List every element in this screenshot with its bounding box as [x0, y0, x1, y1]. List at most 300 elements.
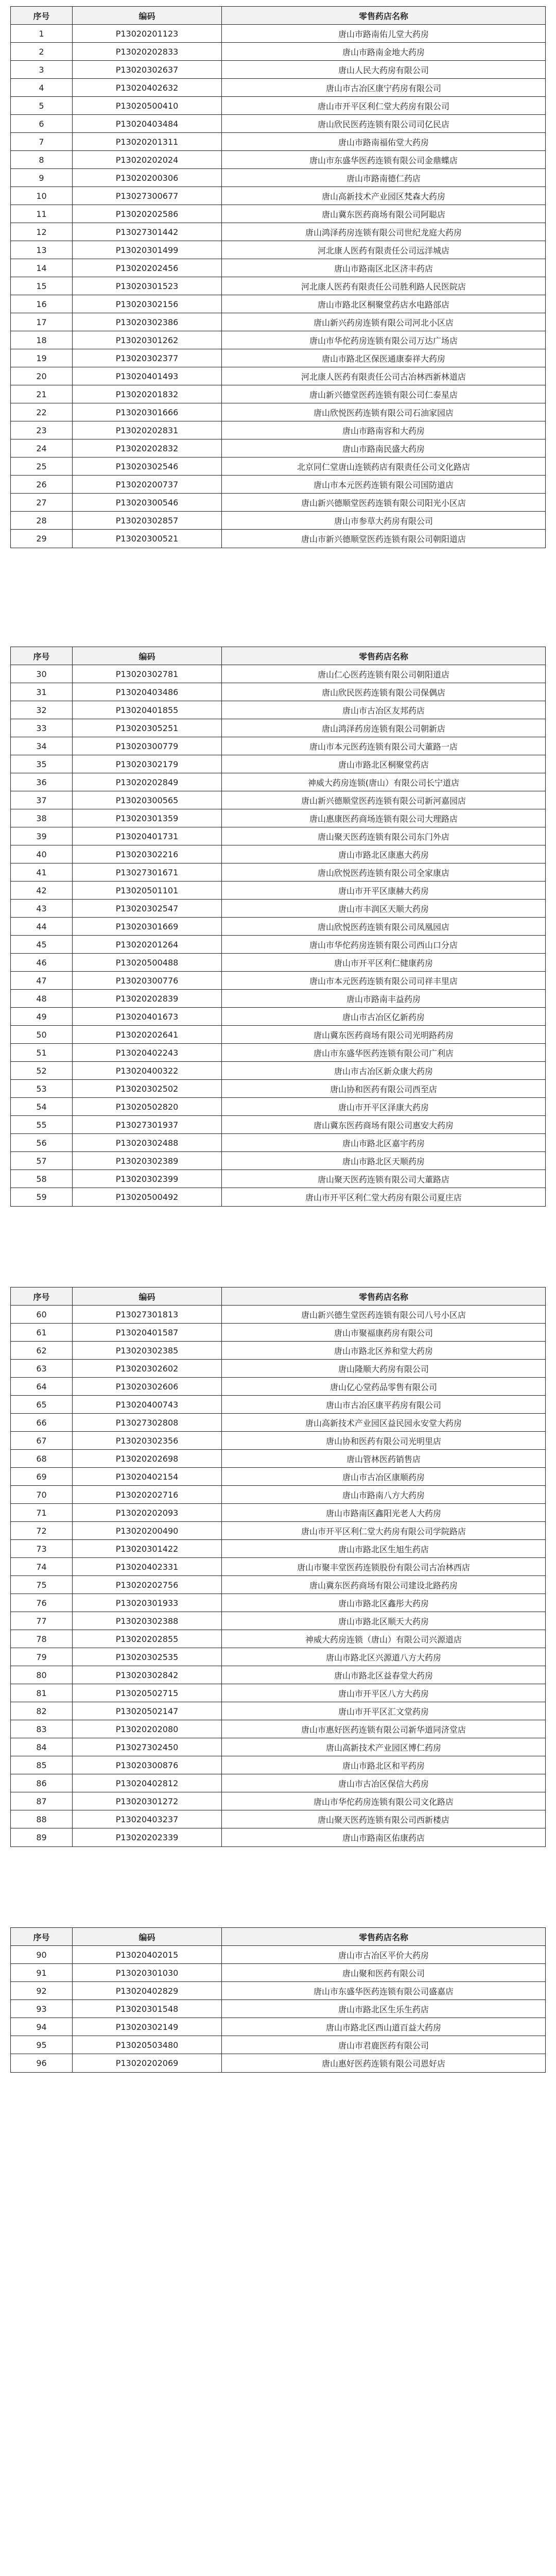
table-row [11, 385, 545, 403]
table-row [11, 1946, 545, 1964]
table-row [11, 1540, 545, 1558]
cell-name: 河北康人医药有限责任公司远洋城店 [317, 245, 449, 256]
cell-code: P13020202339 [73, 1828, 222, 1846]
cell-code: P13020402812 [73, 1774, 222, 1792]
cell-name: 唐山管林医药销售店 [346, 1454, 421, 1464]
table-row [11, 683, 545, 701]
cell-seq: 50 [11, 1026, 73, 1043]
table-header-row [11, 7, 545, 25]
cell-seq: 64 [11, 1378, 73, 1395]
header-name: 零售药店名称 [222, 1287, 545, 1305]
cell-name: 唐山市古冶区亿新药房 [342, 1012, 425, 1022]
cell-code: P13020302377 [73, 349, 222, 367]
cell-name: 唐山市新兴德顺堂医药连锁有限公司朝阳道店 [301, 534, 466, 544]
cell-code: P13020401673 [73, 1008, 222, 1025]
cell-seq: 69 [11, 1468, 73, 1485]
cell-name: 唐山冀东医药商场有限公司惠安大药房 [313, 1120, 454, 1130]
cell-seq: 60 [11, 1306, 73, 1323]
cell-seq: 2 [11, 43, 73, 60]
cell-code: P13020301933 [73, 1594, 222, 1612]
table-row [11, 1666, 545, 1684]
cell-code: P13020300546 [73, 494, 222, 511]
cell-seq: 25 [11, 457, 73, 475]
cell-seq: 26 [11, 476, 73, 493]
cell-seq: 9 [11, 169, 73, 187]
cell-code: P13020301422 [73, 1540, 222, 1557]
cell-seq: 36 [11, 773, 73, 791]
cell-name: 河北康人医药有限责任公司古冶林西新林道店 [301, 371, 466, 382]
cell-code: P13020301262 [73, 331, 222, 349]
cell-code: P13020202716 [73, 1486, 222, 1503]
cell-name: 唐山市开平区康赫大药房 [338, 886, 429, 896]
cell-seq: 13 [11, 241, 73, 259]
header-code: 编码 [73, 1928, 222, 1945]
cell-seq: 5 [11, 97, 73, 114]
cell-seq: 87 [11, 1792, 73, 1810]
cell-code: P13020302385 [73, 1342, 222, 1359]
cell-code: P13020502715 [73, 1684, 222, 1702]
cell-seq: 55 [11, 1116, 73, 1133]
cell-seq: 96 [11, 2054, 73, 2072]
table-row [11, 1576, 545, 1594]
cell-seq: 12 [11, 223, 73, 241]
cell-name: 唐山市路南福佑堂大药房 [338, 137, 429, 147]
cell-name: 唐山协和医药有限公司西至店 [329, 1084, 437, 1094]
cell-code: P13020402154 [73, 1468, 222, 1485]
table-row [11, 863, 545, 882]
cell-code: P13020202756 [73, 1576, 222, 1594]
header-name: 零售药店名称 [222, 647, 545, 665]
cell-seq: 42 [11, 882, 73, 899]
cell-name: 唐山市路北区生旭生药店 [338, 1544, 429, 1554]
cell-name: 唐山市路南民盛大药房 [342, 444, 425, 454]
header-code: 编码 [73, 647, 222, 665]
cell-code: P13020202855 [73, 1630, 222, 1648]
cell-seq: 49 [11, 1008, 73, 1025]
cell-seq: 43 [11, 900, 73, 917]
cell-name: 唐山市开平区利仁堂大药房有限公司 [317, 101, 449, 111]
cell-seq: 95 [11, 2036, 73, 2054]
table-row [11, 1756, 545, 1774]
table-section [10, 647, 546, 1207]
cell-seq: 92 [11, 1982, 73, 1999]
cell-name: 唐山欣悦医药连锁有限公司全家康店 [317, 868, 449, 878]
cell-seq: 86 [11, 1774, 73, 1792]
table-row [11, 900, 545, 918]
cell-seq: 28 [11, 512, 73, 529]
cell-name: 唐山市开平区利仁堂大药房有限公司学院路店 [301, 1526, 466, 1536]
table-row [11, 331, 545, 349]
cell-seq: 63 [11, 1360, 73, 1377]
cell-seq: 77 [11, 1612, 73, 1630]
cell-code: P13020302502 [73, 1080, 222, 1097]
cell-name: 唐山市古冶区康顺药房 [342, 1472, 425, 1482]
table-header-row [11, 1928, 545, 1946]
table-row [11, 665, 545, 683]
table-row [11, 882, 545, 900]
cell-seq: 10 [11, 187, 73, 205]
cell-seq: 20 [11, 367, 73, 385]
cell-seq: 32 [11, 701, 73, 719]
cell-name: 唐山市丰润区天顺大药房 [338, 904, 429, 914]
table-row [11, 1702, 545, 1720]
cell-name: 唐山市本元医药连锁有限公司国防道店 [313, 480, 454, 490]
cell-name: 唐山市开平区泽康大药房 [338, 1102, 429, 1112]
cell-seq: 47 [11, 972, 73, 989]
cell-code: P13020300565 [73, 791, 222, 809]
table-row [11, 845, 545, 863]
cell-name: 唐山市路南佑儿堂大药房 [338, 29, 429, 39]
table-row [11, 476, 545, 494]
cell-seq: 91 [11, 1964, 73, 1981]
cell-name: 唐山市聚福康药房有限公司 [334, 1328, 433, 1338]
table-row [11, 936, 545, 954]
cell-code: P13020302547 [73, 900, 222, 917]
cell-seq: 54 [11, 1098, 73, 1115]
cell-name: 唐山市路北区康惠大药房 [338, 850, 429, 860]
cell-code: P13020305251 [73, 719, 222, 737]
cell-code: P13020201123 [73, 25, 222, 42]
cell-code: P13027301442 [73, 223, 222, 241]
cell-code: P13020202641 [73, 1026, 222, 1043]
cell-name: 唐山市路南丰益药房 [346, 994, 421, 1004]
table-row [11, 1630, 545, 1648]
cell-code: P13020503480 [73, 2036, 222, 2054]
cell-code: P13027301671 [73, 863, 222, 881]
cell-name: 唐山鸿泽药房连锁有限公司世纪龙庭大药房 [305, 227, 462, 238]
cell-name: 唐山市路北区保医通康泰祥大药房 [321, 353, 445, 364]
cell-name: 唐山市路南容和大药房 [342, 426, 425, 436]
cell-seq: 17 [11, 313, 73, 331]
cell-code: P13020502820 [73, 1098, 222, 1115]
cell-seq: 62 [11, 1342, 73, 1359]
table-row [11, 773, 545, 791]
cell-name: 唐山欣民医药连锁有限公司保偶店 [321, 687, 445, 698]
cell-seq: 22 [11, 403, 73, 421]
cell-seq: 1 [11, 25, 73, 42]
table-header-row [11, 1287, 545, 1306]
cell-seq: 84 [11, 1738, 73, 1756]
cell-name: 唐山市路南八方大药房 [342, 1490, 425, 1500]
cell-seq: 41 [11, 863, 73, 881]
table-row [11, 494, 545, 512]
table-row [11, 809, 545, 827]
cell-seq: 79 [11, 1648, 73, 1666]
cell-seq: 46 [11, 954, 73, 971]
cell-name: 唐山市路南金地大药房 [342, 47, 425, 57]
cell-seq: 90 [11, 1946, 73, 1963]
cell-code: P13020302216 [73, 845, 222, 863]
table-row [11, 295, 545, 313]
cell-code: P13020302602 [73, 1360, 222, 1377]
cell-name: 唐山市路北区嘉宇药房 [342, 1138, 425, 1148]
cell-code: P13020400743 [73, 1396, 222, 1413]
cell-seq: 83 [11, 1720, 73, 1738]
table-row [11, 2036, 545, 2054]
cell-code: P13020200490 [73, 1522, 222, 1539]
table-row [11, 1810, 545, 1828]
cell-name: 唐山市开平区利仁健康药房 [334, 958, 433, 968]
table-row [11, 241, 545, 259]
cell-code: P13020401587 [73, 1324, 222, 1341]
table-row [11, 313, 545, 331]
table-row [11, 2000, 545, 2018]
cell-code: P13020202849 [73, 773, 222, 791]
cell-name: 唐山亿心堂药品零售有限公司 [329, 1382, 437, 1392]
cell-name: 唐山市路北区和平药房 [342, 1760, 425, 1771]
cell-name: 唐山新兴德生堂医药连锁有限公司八号小区店 [301, 1310, 466, 1320]
cell-name: 唐山市华佗药房连锁有限公司万达广场店 [309, 335, 458, 346]
cell-code: P13027302450 [73, 1738, 222, 1756]
cell-code: P13020202586 [73, 205, 222, 223]
table-row [11, 421, 545, 439]
cell-name: 唐山聚天医药连锁有限公司西新楼店 [317, 1815, 449, 1825]
table-row [11, 990, 545, 1008]
table-row [11, 1982, 545, 2000]
cell-code: P13020402243 [73, 1044, 222, 1061]
cell-name: 唐山欣悦医药连锁有限公司凤凰园店 [317, 922, 449, 932]
table-row [11, 79, 545, 97]
cell-name: 唐山市古冶区友邦药店 [342, 705, 425, 716]
cell-seq: 70 [11, 1486, 73, 1503]
cell-name: 唐山市东盛华医药连锁有限公司盛嘉店 [313, 1986, 454, 1996]
cell-seq: 40 [11, 845, 73, 863]
table-row [11, 737, 545, 755]
cell-name: 唐山市路南德仁药店 [346, 173, 421, 183]
cell-seq: 94 [11, 2018, 73, 2036]
cell-code: P13020302535 [73, 1648, 222, 1666]
cell-code: P13020302179 [73, 755, 222, 773]
table-row [11, 403, 545, 421]
cell-name: 唐山市路北区西山道百益大药房 [325, 2022, 441, 2032]
cell-seq: 7 [11, 133, 73, 150]
cell-seq: 88 [11, 1810, 73, 1828]
cell-code: P13027301937 [73, 1116, 222, 1133]
cell-name: 神威大药房连锁(唐山）有限公司长宁道店 [307, 777, 460, 788]
cell-name: 唐山市开平区利仁堂大药房有限公司夏庄店 [305, 1193, 462, 1202]
cell-code: P13020301523 [73, 277, 222, 295]
cell-seq: 21 [11, 385, 73, 403]
table-row [11, 791, 545, 809]
cell-seq: 75 [11, 1576, 73, 1594]
cell-seq: 66 [11, 1414, 73, 1431]
cell-code: P13020302149 [73, 2018, 222, 2036]
cell-name: 神威大药房连锁（唐山）有限公司兴源道店 [305, 1634, 462, 1645]
cell-code: P13020401731 [73, 827, 222, 845]
cell-name: 唐山惠好医药连锁有限公司恩好店 [321, 2059, 445, 2069]
cell-code: P13020400322 [73, 1062, 222, 1079]
header-code: 编码 [73, 7, 222, 24]
cell-code: P13027302808 [73, 1414, 222, 1431]
cell-name: 唐山冀东医药商场有限公司阿聪店 [321, 209, 445, 219]
cell-code: P13020200737 [73, 476, 222, 493]
table-row [11, 133, 545, 151]
cell-name: 唐山市路南区鑫阳光老人大药房 [325, 1508, 441, 1518]
cell-seq: 14 [11, 259, 73, 277]
cell-code: P13020202832 [73, 439, 222, 457]
cell-seq: 72 [11, 1522, 73, 1539]
table-row [11, 1468, 545, 1486]
table-row [11, 530, 545, 548]
table-row [11, 25, 545, 43]
table-row [11, 1594, 545, 1612]
cell-code: P13020202456 [73, 259, 222, 277]
cell-name: 唐山惠康医药商场连锁有限公司大理路店 [309, 814, 458, 824]
cell-name: 唐山市东盛华医药连锁有限公司广利店 [313, 1048, 454, 1058]
table-row [11, 169, 545, 187]
cell-seq: 18 [11, 331, 73, 349]
cell-seq: 27 [11, 494, 73, 511]
cell-name: 唐山冀东医药商场有限公司建设北路药房 [309, 1580, 458, 1590]
cell-seq: 89 [11, 1828, 73, 1846]
table-row [11, 1044, 545, 1062]
cell-code: P13020302637 [73, 61, 222, 78]
cell-name: 唐山市古冶区康平药房有限公司 [325, 1400, 441, 1410]
cell-seq: 19 [11, 349, 73, 367]
table-row [11, 954, 545, 972]
cell-code: P13020403484 [73, 115, 222, 132]
table-row [11, 1648, 545, 1666]
cell-code: P13020301030 [73, 1964, 222, 1981]
cell-seq: 52 [11, 1062, 73, 1079]
table-row [11, 1080, 545, 1098]
cell-code: P13020201311 [73, 133, 222, 150]
cell-code: P13020301272 [73, 1792, 222, 1810]
cell-name: 唐山市路南区佑康药店 [342, 1833, 425, 1843]
cell-code: P13027300677 [73, 187, 222, 205]
table-row [11, 115, 545, 133]
cell-name: 唐山市本元医药连锁有限公司司祥丰里店 [309, 976, 458, 986]
cell-seq: 48 [11, 990, 73, 1007]
cell-seq: 31 [11, 683, 73, 701]
cell-code: P13020301548 [73, 2000, 222, 2018]
cell-code: P13020202831 [73, 421, 222, 439]
cell-seq: 33 [11, 719, 73, 737]
cell-seq: 56 [11, 1134, 73, 1151]
table-row [11, 827, 545, 845]
cell-name: 唐山新兴药房连锁有限公司河北小区店 [313, 317, 454, 328]
cell-code: P13020201832 [73, 385, 222, 403]
table-row [11, 1116, 545, 1134]
table-row [11, 1414, 545, 1432]
table-row [11, 1432, 545, 1450]
cell-name: 唐山聚天医药连锁有限公司大董路店 [317, 1174, 449, 1184]
cell-code: P13020302546 [73, 457, 222, 475]
table-row [11, 2018, 545, 2036]
cell-seq: 45 [11, 936, 73, 953]
cell-seq: 74 [11, 1558, 73, 1575]
table-row [11, 1522, 545, 1540]
cell-seq: 15 [11, 277, 73, 295]
cell-code: P13020401855 [73, 701, 222, 719]
cell-name: 唐山欣悦医药连锁有限公司石油家园店 [313, 408, 454, 418]
cell-seq: 82 [11, 1702, 73, 1720]
cell-seq: 3 [11, 61, 73, 78]
table-row [11, 1360, 545, 1378]
table-row [11, 1062, 545, 1080]
header-name: 零售药店名称 [222, 7, 545, 24]
table-row [11, 1152, 545, 1170]
table-row [11, 512, 545, 530]
cell-code: P13020302389 [73, 1152, 222, 1170]
table-row [11, 1188, 545, 1206]
cell-name: 唐山市路北区益春堂大药房 [334, 1670, 433, 1681]
table-row [11, 259, 545, 277]
cell-name: 唐山市华佗药房连锁有限公司文化路店 [313, 1797, 454, 1807]
cell-seq: 51 [11, 1044, 73, 1061]
cell-code: P13020202024 [73, 151, 222, 168]
cell-name: 唐山仁心医药连锁有限公司朝阳道店 [317, 669, 449, 680]
cell-seq: 35 [11, 755, 73, 773]
table-row [11, 1098, 545, 1116]
cell-seq: 38 [11, 809, 73, 827]
cell-name: 唐山市路北区桐聚堂药店 [338, 759, 429, 770]
cell-code: P13020500410 [73, 97, 222, 114]
cell-code: P13020202093 [73, 1504, 222, 1521]
cell-seq: 6 [11, 115, 73, 132]
cell-seq: 80 [11, 1666, 73, 1684]
cell-code: P13020302842 [73, 1666, 222, 1684]
table-section [10, 1287, 546, 1847]
cell-code: P13020201264 [73, 936, 222, 953]
table-row [11, 1134, 545, 1152]
cell-code: P13020302386 [73, 313, 222, 331]
table-row [11, 367, 545, 385]
cell-code: P13020202069 [73, 2054, 222, 2072]
table-row [11, 1684, 545, 1702]
cell-code: P13020302606 [73, 1378, 222, 1395]
cell-code: P13020300776 [73, 972, 222, 989]
table-row [11, 97, 545, 115]
table-row [11, 1486, 545, 1504]
cell-name: 唐山市路北区兴源道八方大药房 [325, 1652, 441, 1663]
table-header-row [11, 647, 545, 665]
cell-code: P13020502147 [73, 1702, 222, 1720]
cell-code: P13020300521 [73, 530, 222, 548]
cell-name: 唐山市古冶区新众康大药房 [334, 1066, 433, 1076]
table-row [11, 205, 545, 223]
cell-code: P13020402015 [73, 1946, 222, 1963]
table-row [11, 1504, 545, 1522]
cell-seq: 68 [11, 1450, 73, 1467]
table-row [11, 187, 545, 205]
table-row [11, 61, 545, 79]
table-row [11, 755, 545, 773]
table-row [11, 457, 545, 476]
cell-name: 唐山高新技术产业园区益民园永安堂大药房 [305, 1418, 462, 1428]
header-seq: 序号 [11, 1928, 73, 1945]
cell-code: P13020403237 [73, 1810, 222, 1828]
table-row [11, 1964, 545, 1982]
cell-code: P13020402829 [73, 1982, 222, 1999]
table-row [11, 1008, 545, 1026]
cell-code: P13020200306 [73, 169, 222, 187]
table-row [11, 1378, 545, 1396]
cell-name: 唐山市路北区桐聚堂药店水电路部店 [317, 299, 449, 310]
table-row [11, 277, 545, 295]
cell-name: 唐山市路北区生乐生药店 [338, 2004, 429, 2014]
cell-name: 唐山市路北区天顺药房 [342, 1156, 425, 1166]
cell-code: P13020302356 [73, 1432, 222, 1449]
table-row [11, 43, 545, 61]
cell-seq: 53 [11, 1080, 73, 1097]
cell-code: P13020202833 [73, 43, 222, 60]
cell-code: P13020302781 [73, 665, 222, 683]
cell-name: 唐山聚天医药连锁有限公司东门外店 [317, 832, 449, 842]
cell-code: P13020301669 [73, 918, 222, 935]
cell-code: P13020302388 [73, 1612, 222, 1630]
cell-name: 唐山市东盛华医药连锁有限公司金鼎蝶店 [309, 155, 458, 165]
